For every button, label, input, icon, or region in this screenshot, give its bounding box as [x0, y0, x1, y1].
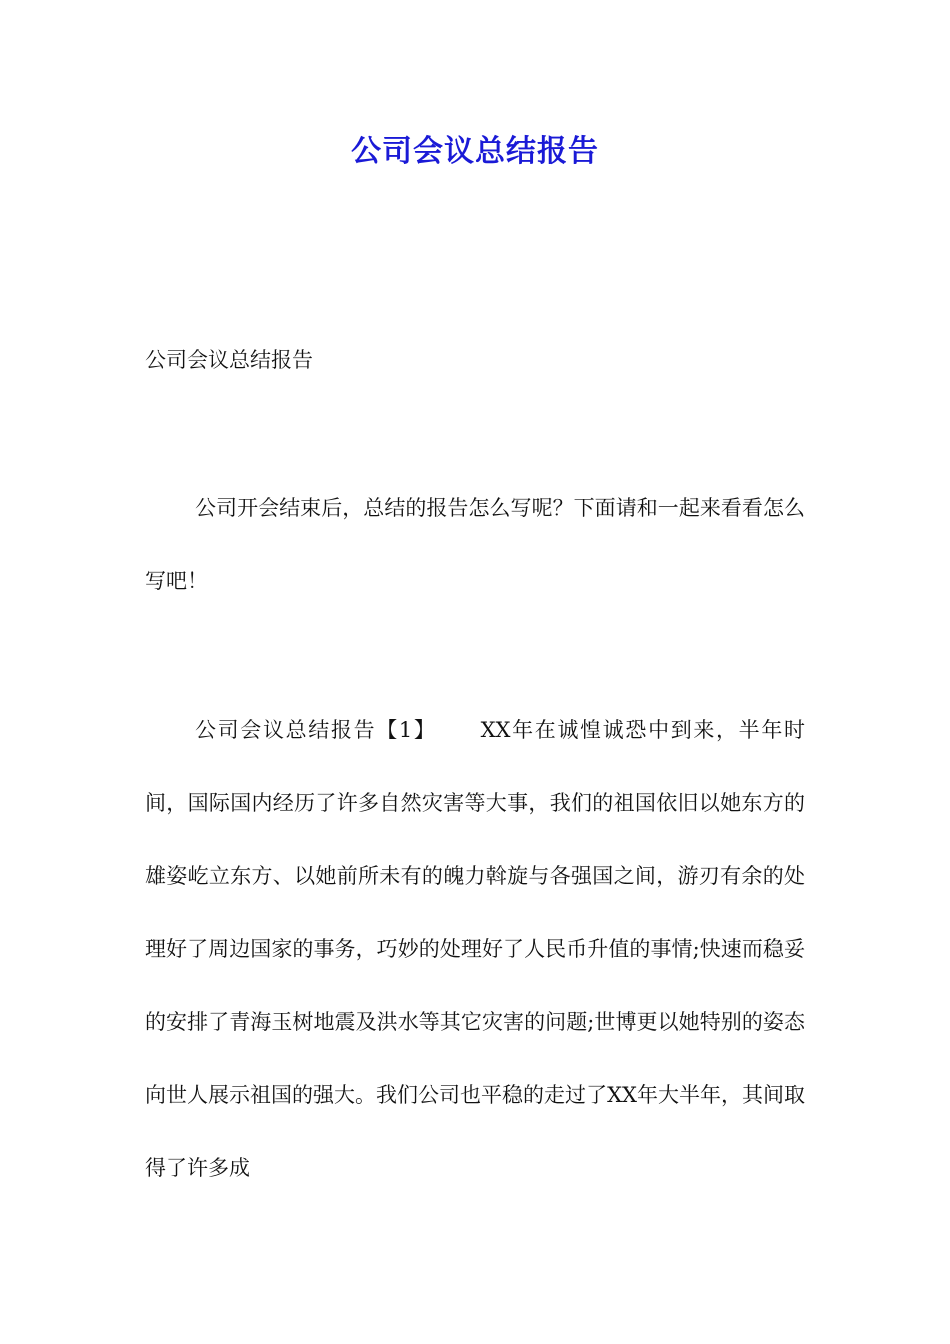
document-subtitle: 公司会议总结报告 [145, 348, 313, 372]
intro-paragraph [145, 472, 805, 618]
body-paragraph-text: XX年在诚惶诚恐中到来，半年时间，国际国内经历了许多自然灾害等大事，我们的祖国依旧以她东方的雄姿屹立东方、以她前所未有的魄力斡旋与各强国之间，游刃有余的处理好了周边国家的事务，巧妙的处理好了人民币升值的事情;快速而稳妥的安排了青海玉树地震及洪水等其它灾害的问题;世博更以她特别的姿态向世人展示祖国的强大。我们公司也平稳的走过了XX年大半年，其间取得了许多成 [145, 718, 805, 1180]
body-paragraph [145, 694, 805, 1205]
intro-paragraph-text: 公司开会结束后，总结的报告怎么写呢？下面请和一起来看看怎么写吧！ [145, 496, 805, 593]
section-heading: 公司会议总结报告【1】 [195, 718, 437, 742]
document-title: 公司会议总结报告 [351, 134, 599, 169]
